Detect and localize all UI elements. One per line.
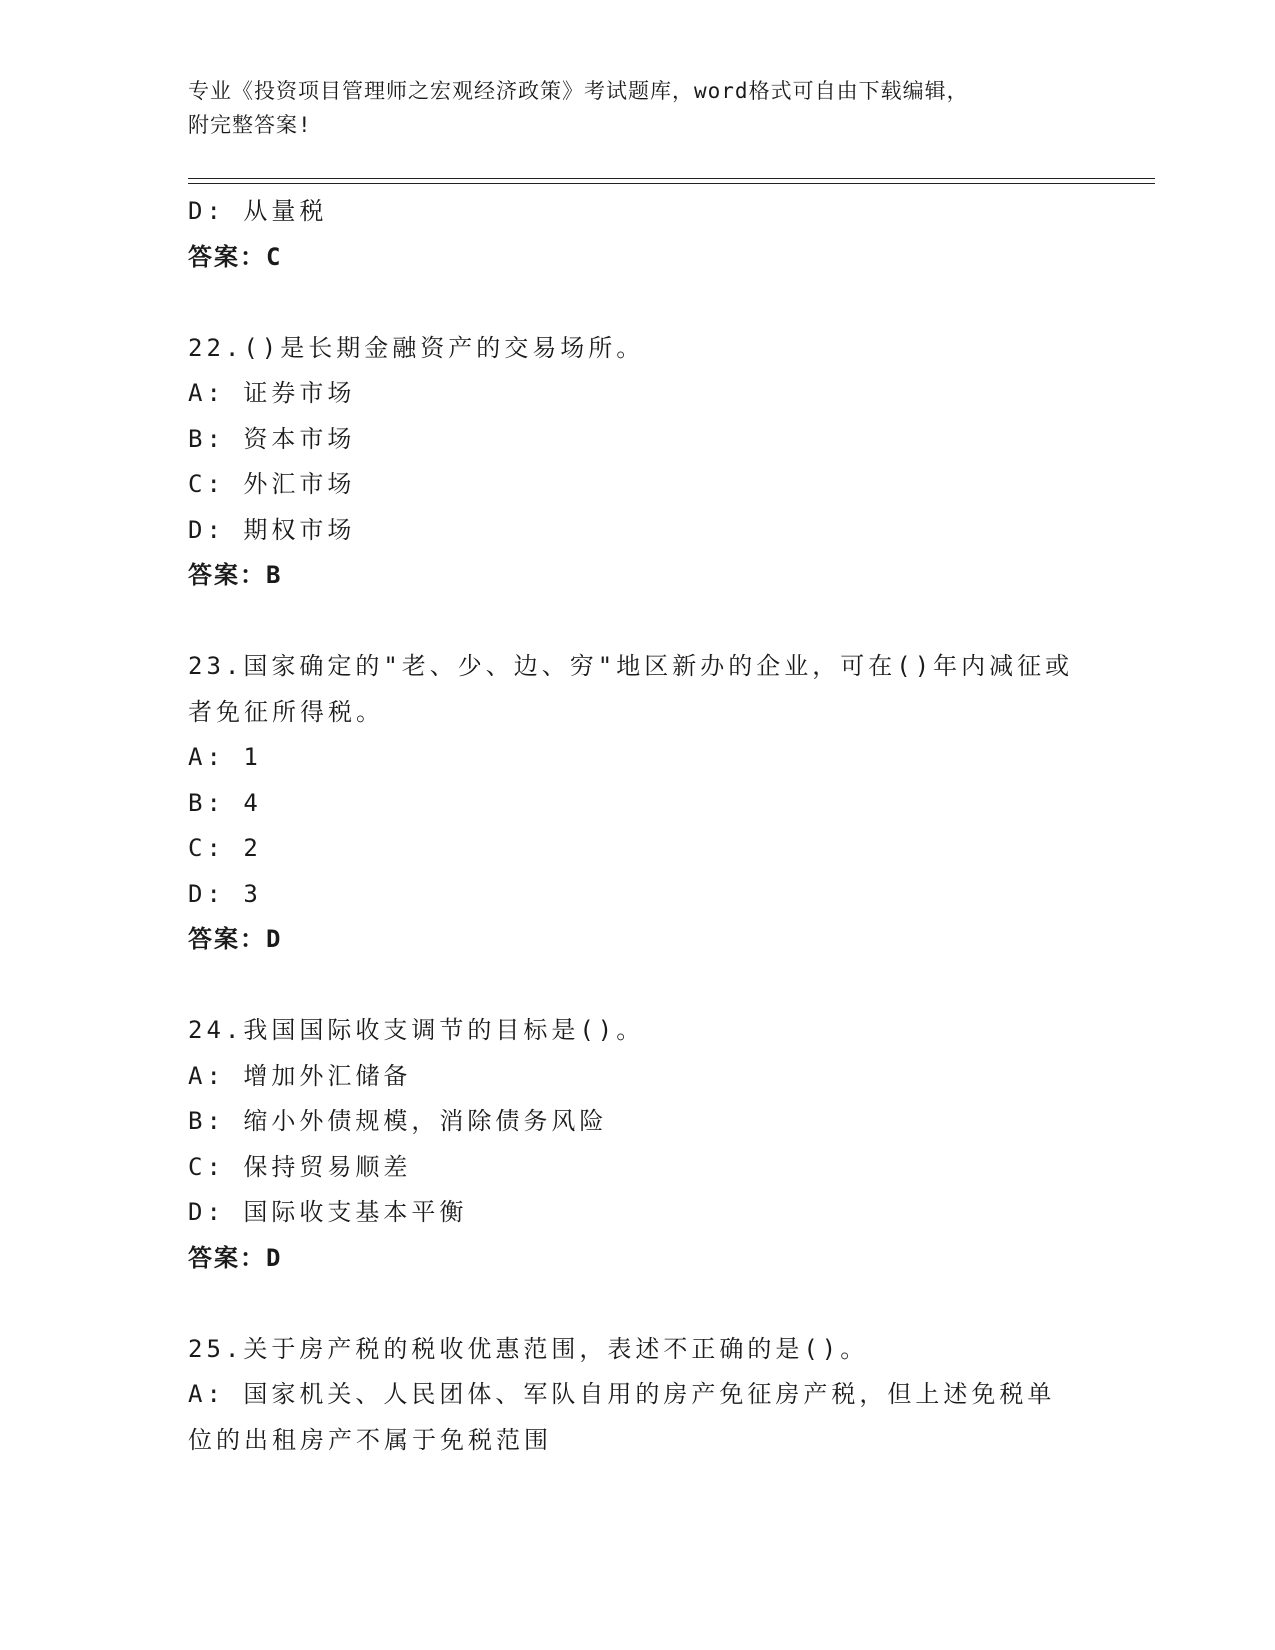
answer-line: 答案：D bbox=[188, 925, 283, 953]
spacer bbox=[188, 963, 1088, 1009]
question-stem: 22.()是长期金融资产的交易场所。 bbox=[188, 333, 645, 362]
answer-line: 答案：C bbox=[188, 242, 283, 271]
question-stem-line-1: 23.国家确定的"老、少、边、穷"地区新办的企业，可在()年内减征或 bbox=[188, 652, 1074, 680]
option-d: D: 期权市场 bbox=[188, 515, 356, 544]
question-stem: 25.关于房产税的税收优惠范围，表述不正确的是()。 bbox=[188, 1334, 869, 1363]
option-a: A: 证券市场 bbox=[188, 379, 356, 407]
option-a-line-2: 位的出租房产不属于免税范围 bbox=[188, 1425, 552, 1454]
spacer bbox=[188, 280, 1088, 326]
option-a-line-1: A: 国家机关、人民团体、军队自用的房产免征房产税，但上述免税单 bbox=[188, 1380, 1056, 1408]
option-c: C: 外汇市场 bbox=[188, 470, 356, 498]
question-25 bbox=[188, 1327, 1088, 1464]
option-c: C: 2 bbox=[188, 834, 262, 862]
spacer bbox=[188, 1281, 1088, 1327]
option-a: A: 1 bbox=[188, 743, 262, 771]
page-header bbox=[188, 74, 1088, 142]
header-line-1: 专业《投资项目管理师之宏观经济政策》考试题库，word格式可自由下载编辑， bbox=[188, 79, 969, 103]
question-stem: 24.我国国际收支调节的目标是()。 bbox=[188, 1016, 645, 1044]
answer-line: 答案：B bbox=[188, 561, 283, 589]
spacer bbox=[188, 599, 1088, 645]
option-d: D: 国际收支基本平衡 bbox=[188, 1198, 468, 1226]
question-24 bbox=[188, 1008, 1088, 1281]
option-b: B: 4 bbox=[188, 788, 262, 817]
option-d: D: 3 bbox=[188, 879, 262, 908]
previous-question-tail bbox=[188, 189, 1088, 280]
question-23 bbox=[188, 644, 1088, 963]
question-list bbox=[188, 189, 1088, 1463]
header-divider-bottom bbox=[188, 183, 1155, 184]
question-stem-line-2: 者免征所得税。 bbox=[188, 697, 384, 726]
option-a: A: 增加外汇储备 bbox=[188, 1061, 412, 1090]
option-b: B: 资本市场 bbox=[188, 424, 356, 453]
option-b: B: 缩小外债规模，消除债务风险 bbox=[188, 1107, 608, 1135]
question-22 bbox=[188, 326, 1088, 599]
option-c: C: 保持贸易顺差 bbox=[188, 1152, 412, 1181]
header-divider-top bbox=[188, 178, 1155, 179]
header-line-2: 附完整答案! bbox=[188, 113, 312, 137]
answer-line: 答案：D bbox=[188, 1243, 283, 1272]
option-d: D: 从量税 bbox=[188, 197, 328, 225]
